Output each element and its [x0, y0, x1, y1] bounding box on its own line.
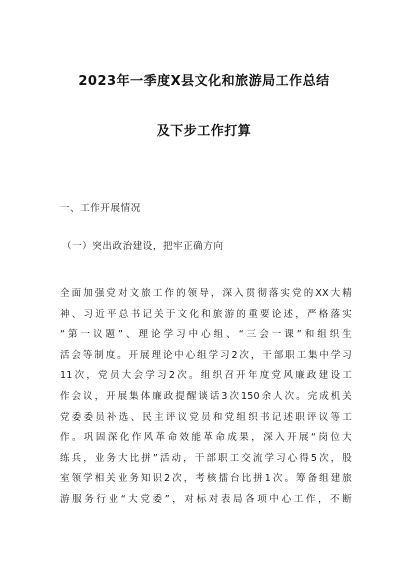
body-line: 党委委员补选、民主评议党员和党组织书记述职评议等工: [60, 411, 352, 423]
section-heading: 一、工作开展情况: [60, 203, 141, 214]
body-line: “第一议题”、理论学习中心组、“三会一课”和组织生: [60, 329, 352, 341]
body-line: 作。巩固深化作风革命效能革命成果，深入开展“岗位大: [60, 432, 352, 444]
body-line: 作会议，开展集体廉政提醒谈话3次150余人次。完成机关: [60, 390, 352, 402]
sub-heading: （一）突出政治建设，把牢正确方向: [62, 241, 224, 252]
body-paragraph: [60, 284, 352, 511]
body-line: 活会等制度。开展理论中心组学习2次，干部职工集中学习: [60, 349, 352, 361]
document-title-line-2: 及下步工作打算: [156, 124, 252, 139]
body-line: 游服务行业“大党委”，对标对表局各项中心工作，不断: [60, 493, 352, 505]
body-line: 神、习近平总书记关于文化和旅游的重要论述，严格落实: [60, 308, 352, 320]
body-line: 11次，党员大会学习2次。组织召开年度党风廉政建设工: [60, 370, 352, 382]
body-line: 全面加强党对文旅工作的领导，深入贯彻落实党的XX大精: [60, 288, 352, 299]
document-title-line-1: 2023年一季度X县文化和旅游局工作总结: [78, 74, 330, 89]
body-line: 室领学相关业务知识2次，考核擂台比拼1次。筹备组建旅: [60, 473, 352, 485]
body-line: 练兵，业务大比拼”活动，干部职工交流学习心得5次，股: [60, 452, 352, 464]
